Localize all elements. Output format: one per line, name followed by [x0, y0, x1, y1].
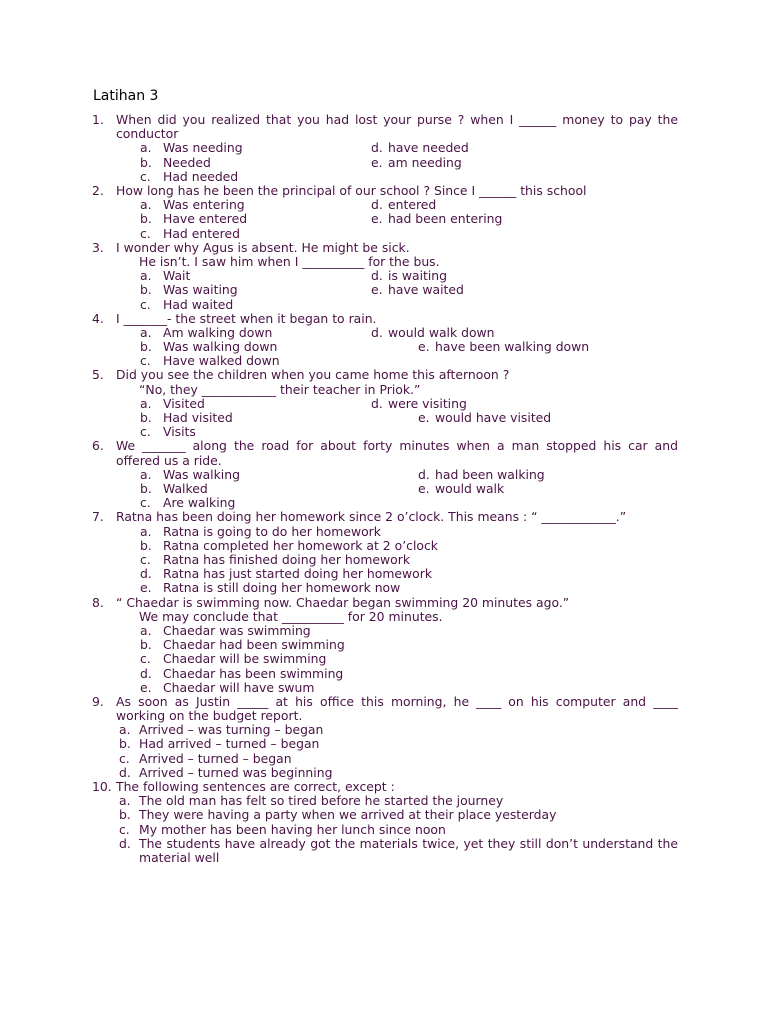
- option-label: e.: [418, 410, 430, 426]
- option-row: [140, 227, 678, 241]
- question-item: [92, 780, 678, 865]
- question-text: I wonder why Agus is absent. He might be sick.: [116, 239, 410, 255]
- question-item: [92, 368, 678, 439]
- option-label: a.: [140, 197, 152, 213]
- option-text: had been entering: [388, 211, 503, 227]
- option-list: [116, 794, 678, 865]
- option-text: Arrived – turned was beginning: [139, 764, 333, 780]
- option-text: is waiting: [388, 268, 448, 284]
- option-row: [140, 397, 678, 411]
- option-label: c.: [140, 225, 151, 241]
- option-row: [140, 141, 678, 155]
- option-text: The old man has felt so tired before he started the journey: [139, 793, 504, 809]
- option-label: d.: [418, 466, 430, 482]
- option-row: [140, 170, 678, 184]
- option-label: d.: [371, 140, 383, 156]
- option-row: [116, 766, 678, 780]
- option-text: Was walking down: [163, 339, 278, 355]
- option-label: a.: [140, 523, 152, 539]
- option-row: [140, 482, 678, 496]
- option-text: Was waiting: [163, 282, 238, 298]
- option-row: [116, 723, 678, 737]
- option-label: a.: [119, 793, 131, 809]
- option-label: c.: [140, 168, 151, 184]
- option-text: Chaedar was swimming: [163, 622, 311, 638]
- question-item: [92, 184, 678, 241]
- question-number: 8.: [92, 594, 104, 610]
- option-label: e.: [140, 679, 152, 695]
- question-number: 9.: [92, 693, 104, 709]
- option-label: b.: [119, 807, 131, 823]
- question-text: “ Chaedar is swimming now. Chaedar began swimming 20 minutes ago.”: [116, 594, 570, 610]
- option-row: [140, 624, 678, 638]
- question-subtext: “No, they ____________ their teacher in Priok.”: [139, 381, 421, 397]
- option-text: Was walking: [163, 466, 240, 482]
- option-row: [140, 425, 678, 439]
- option-text: Ratna has just started doing her homework: [163, 566, 433, 582]
- option-label: a.: [140, 324, 152, 340]
- option-label: a.: [140, 140, 152, 156]
- option-text: Had entered: [163, 225, 240, 241]
- option-text: Wait: [163, 268, 191, 284]
- option-text: have needed: [388, 140, 469, 156]
- option-text: Arrived – was turning – began: [139, 722, 324, 738]
- option-row: [140, 638, 678, 652]
- option-label: d.: [119, 764, 131, 780]
- option-row: [140, 468, 678, 482]
- option-label: c.: [119, 821, 130, 837]
- question-text: I _______- the street when it began to rain.: [116, 310, 377, 326]
- option-label: a.: [140, 622, 152, 638]
- option-label: b.: [140, 537, 152, 553]
- option-text: Ratna has finished doing her homework: [163, 551, 411, 567]
- option-text: Walked: [163, 481, 208, 497]
- option-row: [140, 496, 678, 510]
- option-row: [116, 752, 678, 766]
- option-list: [116, 397, 678, 440]
- option-text: They were having a party when we arrived at their place yesterday: [139, 807, 557, 823]
- question-text: How long has he been the principal of our school ? Since I ______ this school: [116, 182, 587, 198]
- question-number: 5.: [92, 367, 104, 383]
- option-row: [116, 808, 678, 822]
- option-row: [140, 525, 678, 539]
- option-text: Had needed: [163, 168, 239, 184]
- question-number: 3.: [92, 239, 104, 255]
- question-subtext: We may conclude that __________ for 20 minutes.: [139, 608, 443, 624]
- option-label: d.: [371, 395, 383, 411]
- option-text: Have entered: [163, 211, 248, 227]
- question-number: 1.: [92, 112, 104, 127]
- option-label: b.: [140, 339, 152, 355]
- option-row: [140, 326, 678, 340]
- option-text: have been walking down: [435, 339, 590, 355]
- option-text: would walk down: [388, 324, 495, 340]
- option-list: [116, 269, 678, 312]
- option-label: c.: [140, 495, 151, 511]
- option-list: [116, 326, 678, 369]
- option-row: [140, 198, 678, 212]
- question-subtext: He isn’t. I saw him when I __________ for the bus.: [139, 253, 440, 269]
- option-text: The students have already got the materials twice, yet they still don’t understand the material well: [139, 835, 678, 866]
- option-text: Chaedar has been swimming: [163, 665, 344, 681]
- option-text: Had arrived – turned – began: [139, 736, 320, 752]
- option-text: had been walking: [435, 466, 545, 482]
- option-text: entered: [388, 197, 437, 213]
- option-text: Chaedar will have swum: [163, 679, 315, 695]
- option-label: c.: [140, 296, 151, 312]
- question-list: [92, 113, 678, 865]
- option-row: [140, 354, 678, 368]
- question-text: Did you see the children when you came home this afternoon ?: [116, 367, 510, 383]
- option-label: a.: [140, 395, 152, 411]
- option-row: [140, 667, 678, 681]
- option-list: [116, 723, 678, 780]
- question-text: The following sentences are correct, except :: [116, 779, 395, 795]
- option-label: c.: [140, 353, 151, 369]
- option-text: am needing: [388, 154, 462, 170]
- option-label: e.: [371, 211, 383, 227]
- option-text: Ratna is still doing her homework now: [163, 580, 401, 596]
- option-text: Arrived – turned – began: [139, 750, 292, 766]
- question-number: 4.: [92, 310, 104, 326]
- question-text: We _______ along the road for about forty minutes when a man stopped his car and offered us a ride.: [116, 438, 678, 468]
- option-row: [140, 652, 678, 666]
- option-row: [140, 212, 678, 226]
- option-label: a.: [140, 268, 152, 284]
- option-label: d.: [140, 566, 152, 582]
- option-label: b.: [140, 410, 152, 426]
- option-item: [116, 837, 678, 865]
- option-label: b.: [140, 481, 152, 497]
- option-label: b.: [140, 211, 152, 227]
- option-text: would have visited: [435, 410, 552, 426]
- option-label: e.: [418, 481, 430, 497]
- option-text: Was needing: [163, 140, 243, 156]
- question-item: [92, 510, 678, 595]
- option-list: [116, 525, 678, 596]
- option-row: [140, 581, 678, 595]
- option-text: Needed: [163, 154, 211, 170]
- option-label: c.: [140, 651, 151, 667]
- option-label: d.: [119, 835, 131, 851]
- option-text: Chaedar had been swimming: [163, 637, 345, 653]
- option-row: [140, 539, 678, 553]
- option-label: c.: [140, 424, 151, 440]
- option-row: [140, 681, 678, 695]
- option-text: Chaedar will be swimming: [163, 651, 327, 667]
- option-label: c.: [140, 551, 151, 567]
- option-label: b.: [140, 282, 152, 298]
- option-label: d.: [140, 665, 152, 681]
- question-text: Ratna has been doing her homework since 2 o’clock. This means : “ ____________.”: [116, 509, 627, 525]
- option-text: Was entering: [163, 197, 245, 213]
- option-row: [140, 567, 678, 581]
- option-row: [116, 794, 678, 808]
- option-row: [140, 553, 678, 567]
- option-text: Have walked down: [163, 353, 280, 369]
- option-text: Ratna is going to do her homework: [163, 523, 381, 539]
- question-item: [92, 312, 678, 369]
- option-row: [116, 737, 678, 751]
- option-list: [116, 468, 678, 511]
- option-row: [140, 411, 678, 425]
- question-number: 10.: [92, 779, 112, 795]
- option-text: Visits: [163, 424, 196, 440]
- question-number: 7.: [92, 509, 104, 525]
- question-item: [92, 695, 678, 780]
- option-label: e.: [418, 339, 430, 355]
- option-row: [140, 298, 678, 312]
- question-item: [92, 241, 678, 312]
- option-label: d.: [371, 268, 383, 284]
- option-label: e.: [371, 154, 383, 170]
- option-label: d.: [371, 324, 383, 340]
- question-text: As soon as Justin _____ at his office this morning, he ____ on his computer and ____ working on the budget report.: [116, 693, 678, 724]
- option-text: Ratna completed her homework at 2 o’clock: [163, 537, 438, 553]
- option-text: My mother has been having her lunch since noon: [139, 821, 446, 837]
- option-row: [140, 340, 678, 354]
- option-label: e.: [140, 580, 152, 596]
- option-text: Had waited: [163, 296, 234, 312]
- option-label: b.: [119, 736, 131, 752]
- option-row: [140, 283, 678, 297]
- option-text: Had visited: [163, 410, 233, 426]
- option-row: [140, 269, 678, 283]
- option-label: a.: [140, 466, 152, 482]
- option-label: e.: [371, 282, 383, 298]
- option-label: b.: [140, 637, 152, 653]
- option-text: Visited: [163, 395, 205, 411]
- option-text: Are walking: [163, 495, 236, 511]
- option-list: [116, 198, 678, 241]
- option-text: would walk: [435, 481, 505, 497]
- option-label: c.: [119, 750, 130, 766]
- option-label: b.: [140, 154, 152, 170]
- option-row: [140, 156, 678, 170]
- question-item: [92, 596, 678, 695]
- option-list: [116, 624, 678, 695]
- question-number: 6.: [92, 438, 104, 454]
- question-number: 2.: [92, 182, 104, 198]
- option-text: Am walking down: [163, 324, 273, 340]
- document-title: Latihan 3: [93, 88, 159, 104]
- option-label: a.: [119, 722, 131, 738]
- option-text: have waited: [388, 282, 464, 298]
- question-text: When did you realized that you had lost your purse ? when I ______ money to pay the conductor: [116, 112, 678, 142]
- question-item: [92, 113, 678, 184]
- question-item: [92, 439, 678, 510]
- option-list: [116, 141, 678, 184]
- option-row: [116, 823, 678, 837]
- option-text: were visiting: [388, 395, 467, 411]
- option-label: d.: [371, 197, 383, 213]
